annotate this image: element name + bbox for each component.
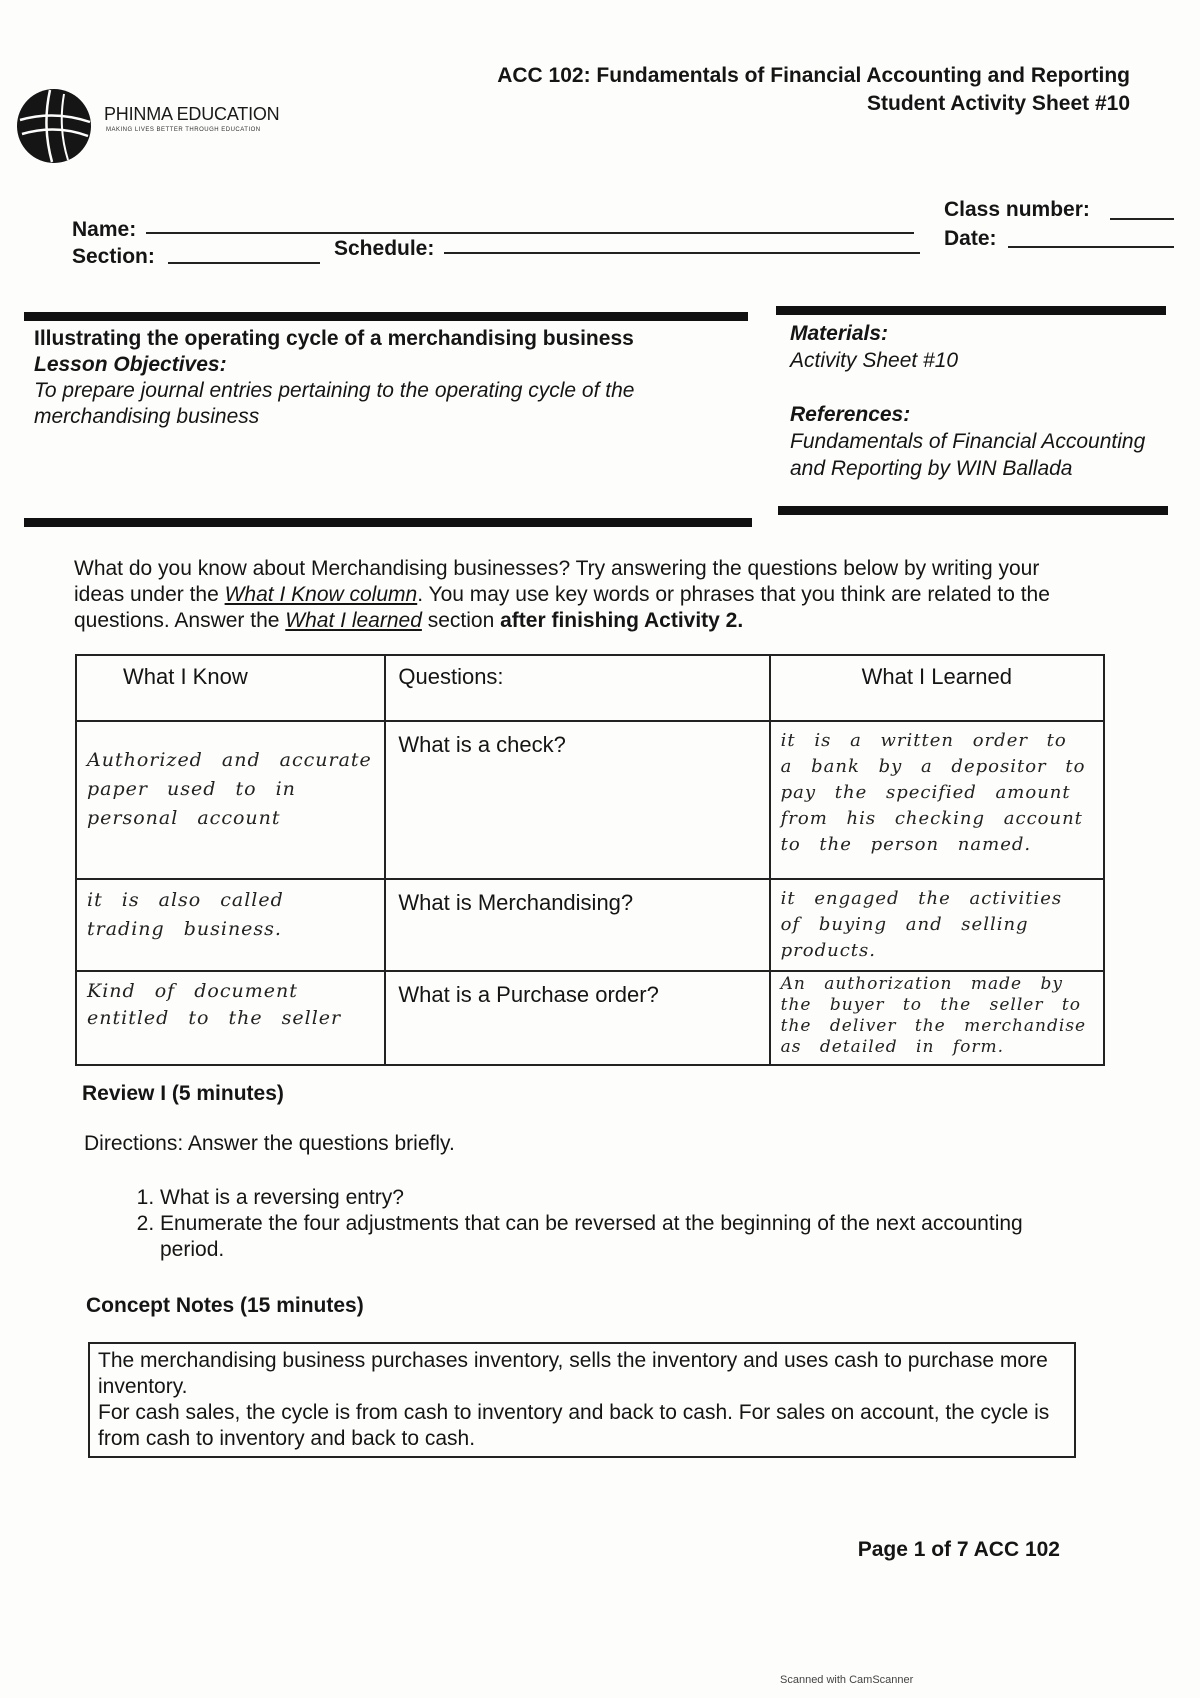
divider-top-left	[24, 312, 748, 321]
review-question-list	[120, 1185, 1060, 1263]
review-question: 2. Enumerate the four adjustments that can be reversed at the beginning of the next accounting period.	[160, 1211, 1060, 1263]
table-row	[76, 721, 1104, 879]
learned-cell[interactable]	[770, 721, 1104, 879]
header-questions: Questions:	[385, 655, 769, 721]
date-field[interactable]	[1008, 246, 1174, 248]
section-field[interactable]	[168, 262, 320, 264]
table-row	[76, 879, 1104, 971]
objectives-text: To prepare journal entries pertaining to the operating cycle of the merchandising business	[34, 379, 635, 428]
know-cell[interactable]	[76, 879, 385, 971]
logo-name: PHINMA EDUCATION	[104, 104, 280, 124]
learned-answer: it engaged the activities of buying and selling products.	[780, 888, 1063, 961]
lesson-info	[34, 326, 734, 430]
name-label: Name:	[72, 218, 137, 241]
know-answer: Kind of document entitled to the seller	[87, 980, 342, 1029]
learned-answer: An authorization made by the buyer to the seller to the deliver the merchandise as detailed in form.	[780, 974, 1087, 1057]
table-row	[76, 971, 1104, 1065]
intro-part1: What do you know about Merchandising businesses? Try answering the questions below by writing your ideas under the	[74, 557, 1040, 606]
scanner-watermark: Scanned with CamScanner	[780, 1674, 914, 1686]
intro-part3: section	[421, 609, 501, 632]
table-header-row	[76, 655, 1104, 721]
question-text: What is a Purchase order?	[398, 982, 659, 1007]
intro-bold: after finishing Activity 2.	[500, 609, 744, 632]
question-cell	[385, 971, 769, 1065]
know-answer: Authorized and accurate paper used to in personal account	[87, 749, 372, 829]
divider-top-right	[776, 306, 1166, 315]
learned-answer: it is a written order to a bank by a depositor to pay the specified amount from his checking account to the person named.	[780, 730, 1086, 855]
course-title: ACC 102: Fundamentals of Financial Accounting and Reporting	[497, 64, 1130, 87]
date-label: Date:	[944, 227, 997, 250]
header-what-i-learned: What I Learned	[770, 655, 1104, 721]
class-number-label: Class number:	[944, 198, 1090, 221]
intro-what-i-learned-ref: What I learned	[285, 609, 422, 632]
kwl-table	[75, 654, 1105, 1066]
materials-text: Activity Sheet #10	[790, 349, 959, 372]
intro-what-i-know-ref: What I Know column	[224, 583, 418, 606]
schedule-label: Schedule:	[334, 237, 435, 260]
question-cell	[385, 879, 769, 971]
page-footer: Page 1 of 7 ACC 102	[857, 1538, 1060, 1561]
review-title: Review I (5 minutes)	[82, 1082, 284, 1105]
concept-note-line: For cash sales, the cycle is from cash to inventory and back to cash. For sales on account, the cycle is from cash to inventory and back to cash.	[98, 1401, 1050, 1450]
question-text: What is Merchandising?	[398, 890, 634, 915]
section-label: Section:	[72, 245, 155, 268]
materials-info	[790, 320, 1170, 482]
learned-cell[interactable]	[770, 879, 1104, 971]
review-directions: Directions: Answer the questions briefly.	[84, 1132, 455, 1155]
objectives-label: Lesson Objectives:	[34, 353, 227, 376]
concept-note-line: The merchandising business purchases inventory, sells the inventory and uses cash to purchase more inventory.	[98, 1349, 1048, 1398]
know-cell[interactable]	[76, 971, 385, 1065]
name-field[interactable]	[146, 232, 914, 234]
know-answer: it is also called trading business.	[87, 889, 284, 940]
review-question: 1. What is a reversing entry?	[160, 1185, 1060, 1211]
intro-paragraph	[74, 556, 1074, 634]
document-header	[497, 62, 1130, 118]
materials-label: Materials:	[790, 322, 889, 345]
learned-cell[interactable]	[770, 971, 1104, 1065]
phinma-globe-logo-icon	[14, 86, 94, 166]
intro-part2: . You may use key words or phrases that you think are related to the questions. Answer the	[74, 583, 1050, 632]
concept-notes-box	[88, 1342, 1076, 1458]
references-text: Fundamentals of Financial Accounting and Reporting by WIN Ballada	[790, 430, 1146, 480]
logo-tagline: MAKING LIVES BETTER THROUGH EDUCATION	[106, 127, 261, 133]
header-what-i-know: What I Know	[76, 655, 385, 721]
lesson-title: Illustrating the operating cycle of a merchandising business	[34, 327, 634, 350]
divider-bottom-left	[24, 518, 752, 527]
concept-notes-title: Concept Notes (15 minutes)	[86, 1294, 364, 1317]
references-label: References:	[790, 403, 911, 426]
know-cell[interactable]	[76, 721, 385, 879]
question-cell	[385, 721, 769, 879]
divider-bottom-right	[778, 506, 1168, 515]
question-text: What is a check?	[398, 732, 566, 757]
sheet-title: Student Activity Sheet #10	[867, 92, 1130, 115]
schedule-field[interactable]	[444, 252, 920, 254]
class-number-field[interactable]	[1110, 218, 1174, 220]
